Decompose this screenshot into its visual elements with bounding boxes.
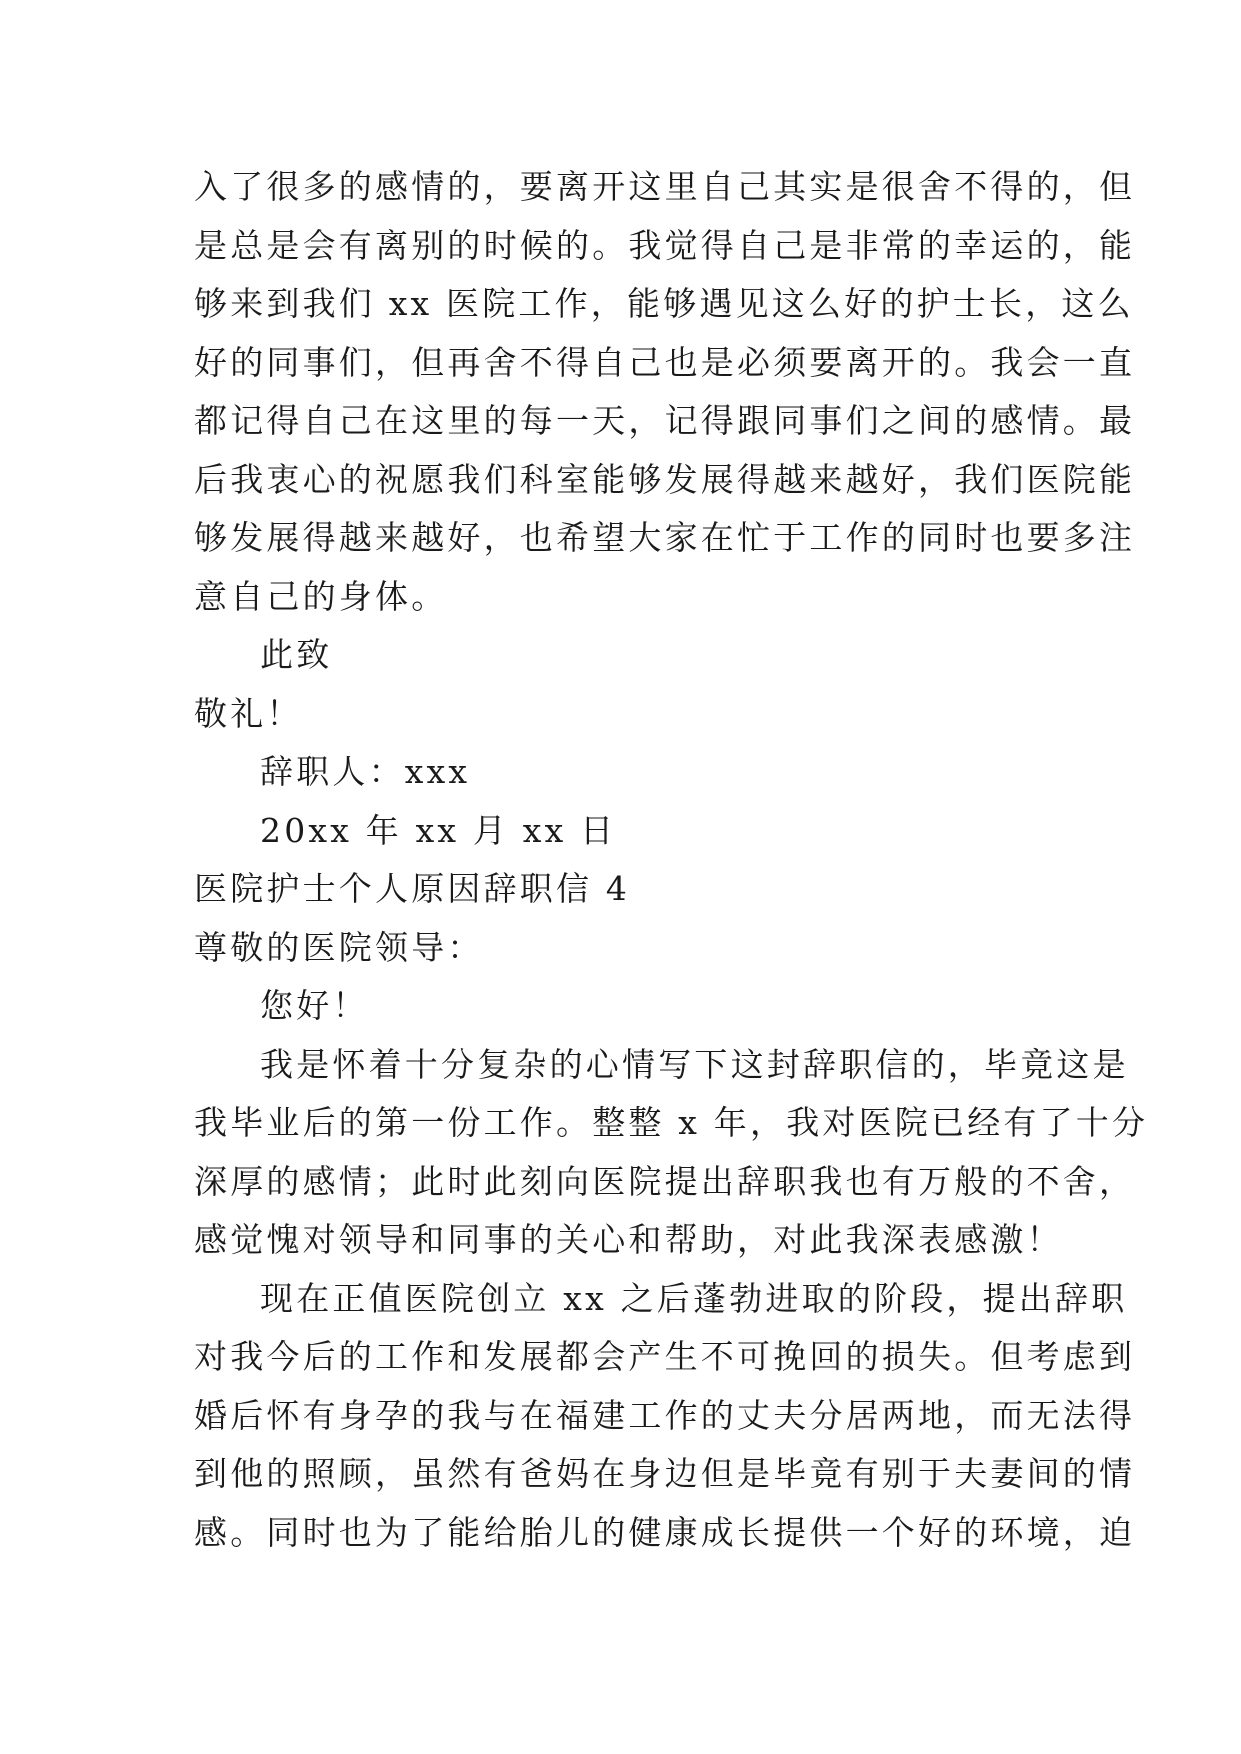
letter-paragraph-1 bbox=[194, 1036, 1149, 1270]
document-body bbox=[194, 158, 1149, 1562]
text-line: 够发展得越来越好，也希望大家在忙于工作的同时也要多注 bbox=[194, 518, 1136, 557]
date-line: 20xx 年 xx 月 xx 日 bbox=[260, 810, 617, 850]
previous-letter-paragraph bbox=[194, 158, 1136, 626]
letter-paragraph-2 bbox=[194, 1270, 1136, 1563]
text-line: 好的同事们，但再舍不得自己也是必须要离开的。我会一直 bbox=[194, 342, 1136, 382]
text-line: 婚后怀有身孕的我与在福建工作的丈夫分居两地，而无法得 bbox=[194, 1395, 1136, 1435]
text-line: 感觉愧对领导和同事的关心和帮助，对此我深表感激！ bbox=[194, 1220, 1063, 1259]
text-line: 我毕业后的第一份工作。整整 x 年，我对医院已经有了十分 bbox=[194, 1103, 1149, 1142]
text-line: 现在正值医院创立 xx 之后蓬勃进取的阶段，提出辞职 bbox=[260, 1278, 1128, 1318]
text-line: 深厚的感情；此时此刻向医院提出辞职我也有万般的不舍， bbox=[194, 1161, 1136, 1201]
letter-greeting: 您好！ bbox=[260, 986, 369, 1025]
letter-4 bbox=[194, 860, 1149, 1562]
text-line: 都记得自己在这里的每一天，记得跟同事们之间的感情。最 bbox=[194, 401, 1136, 440]
text-line: 后我衷心的祝愿我们科室能够发展得越来越好，我们医院能 bbox=[194, 459, 1136, 499]
text-line: 够来到我们 xx 医院工作，能够遇见这么好的护士长，这么 bbox=[194, 284, 1134, 323]
text-line: 意自己的身体。 bbox=[194, 576, 448, 616]
text-line: 入了很多的感情的，要离开这里自己其实是很舍不得的，但 bbox=[194, 167, 1136, 206]
text-line: 感。同时也为了能给胎儿的健康成长提供一个好的环境，迫 bbox=[194, 1512, 1136, 1552]
letter-addressee: 尊敬的医院领导： bbox=[194, 927, 484, 967]
letter-title: 医院护士个人原因辞职信 4 bbox=[194, 869, 631, 908]
closing-respect: 敬礼！ bbox=[194, 693, 303, 733]
letter-closing bbox=[194, 626, 1074, 860]
text-line: 是总是会有离别的时候的。我觉得自己是非常的幸运的，能 bbox=[194, 225, 1136, 265]
closing-salutation: 此致 bbox=[260, 635, 333, 674]
text-line: 我是怀着十分复杂的心情写下这封辞职信的，毕竟这是 bbox=[260, 1044, 1129, 1084]
text-line: 到他的照顾，虽然有爸妈在身边但是毕竟有别于夫妻间的情 bbox=[194, 1454, 1136, 1493]
signer-line: 辞职人：xxx bbox=[260, 752, 471, 791]
text-line: 对我今后的工作和发展都会产生不可挽回的损失。但考虑到 bbox=[194, 1337, 1136, 1376]
